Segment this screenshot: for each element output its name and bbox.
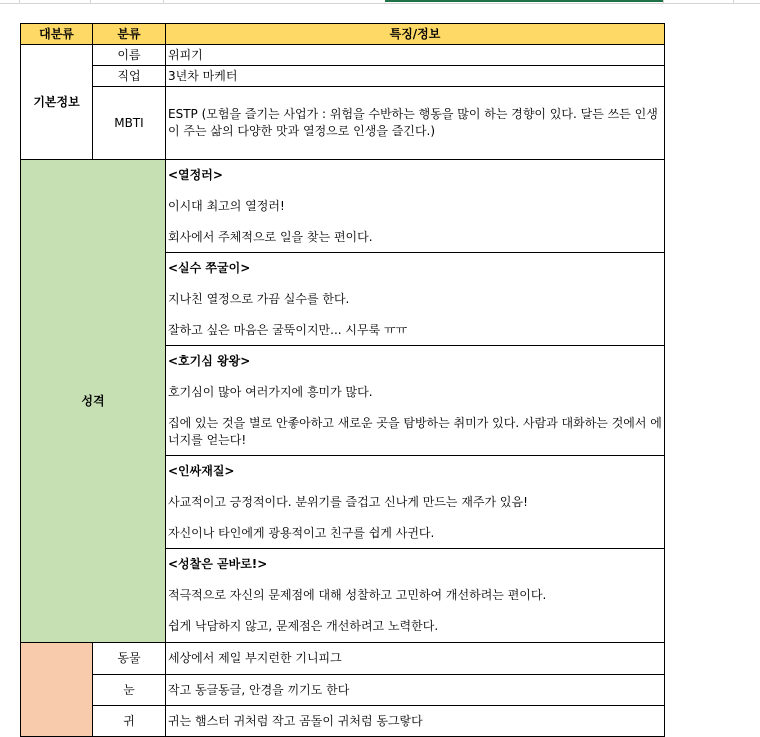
label-name[interactable]: 이름	[93, 45, 166, 66]
trait-line: 쉽게 낙담하지 않고, 문제점은 개선하려고 노력한다.	[168, 619, 439, 633]
trait-line: 적극적으로 자신의 문제점에 대해 성찰하고 고민하여 개선하려는 편이다.	[168, 588, 547, 602]
value-ears[interactable]: 귀는 햄스터 귀처럼 작고 곰돌이 귀처럼 동그랗다	[166, 706, 665, 737]
label-ears[interactable]: 귀	[93, 706, 166, 737]
value-eyes[interactable]: 작고 동글동글, 안경을 끼기도 한다	[166, 675, 665, 706]
trait-line: 집에 있는 것을 별로 안좋아하고 새로운 곳을 탐방하는 취미가 있다. 사람과 대화하는 것에서 에너지를 얻는다!	[168, 416, 662, 447]
trait-line: 잘하고 싶은 마음은 굴뚝이지만... 시무룩 ㅠㅠ	[168, 323, 408, 337]
trait-mistake[interactable]	[166, 253, 665, 346]
category-appearance[interactable]	[21, 643, 93, 737]
trait-curiosity[interactable]	[166, 346, 665, 456]
trait-title: <성찰은 곧바로!>	[168, 557, 268, 571]
trait-line: 호기심이 많아 여러가지에 흥미가 많다.	[168, 385, 373, 399]
trait-title: <인싸재질>	[168, 464, 235, 478]
trait-title: <열정러>	[168, 168, 223, 182]
trait-line: 회사에서 주체적으로 일을 찾는 편이다.	[168, 230, 373, 244]
label-mbti[interactable]: MBTI	[93, 87, 166, 160]
trait-line: 자신이나 타인에게 광용적이고 친구를 쉽게 사귄다.	[168, 526, 435, 540]
trait-line: 지나친 열정으로 가끔 실수를 한다.	[168, 292, 350, 306]
value-animal[interactable]: 세상에서 제일 부지런한 기니피그	[166, 643, 665, 675]
trait-title: <호기심 왕왕>	[168, 354, 251, 368]
trait-line: 사교적이고 긍정적이다. 분위기를 즐겁고 신나게 만드는 재주가 있음!	[168, 495, 528, 509]
trait-social[interactable]	[166, 456, 665, 549]
value-name[interactable]: 위피기	[166, 45, 665, 66]
value-mbti[interactable]: ESTP (모험을 즐기는 사업가 : 위험을 수반하는 행동을 많이 하는 경향이 있다. 달든 쓰든 인생이 주는 삶의 다양한 맛과 열정으로 인생을 즐긴다.)	[166, 87, 665, 160]
label-job[interactable]: 직업	[93, 66, 166, 87]
category-basic[interactable]: 기본정보	[21, 45, 93, 160]
label-eyes[interactable]: 눈	[93, 675, 166, 706]
trait-line: 이시대 최고의 열정러!	[168, 199, 285, 213]
sheet-gridlines	[0, 0, 760, 4]
trait-reflection[interactable]	[166, 549, 665, 643]
trait-title: <실수 쭈굴이>	[168, 261, 251, 275]
category-personality[interactable]: 성격	[21, 160, 166, 643]
header-minor[interactable]: 분류	[93, 24, 166, 45]
active-tab-indicator	[385, 0, 663, 2]
trait-passion[interactable]	[166, 160, 665, 253]
header-info[interactable]: 특징/정보	[166, 24, 665, 45]
value-job[interactable]: 3년차 마케터	[166, 66, 665, 87]
persona-table	[20, 23, 665, 737]
header-major[interactable]: 대분류	[21, 24, 93, 45]
label-animal[interactable]: 동물	[93, 643, 166, 675]
